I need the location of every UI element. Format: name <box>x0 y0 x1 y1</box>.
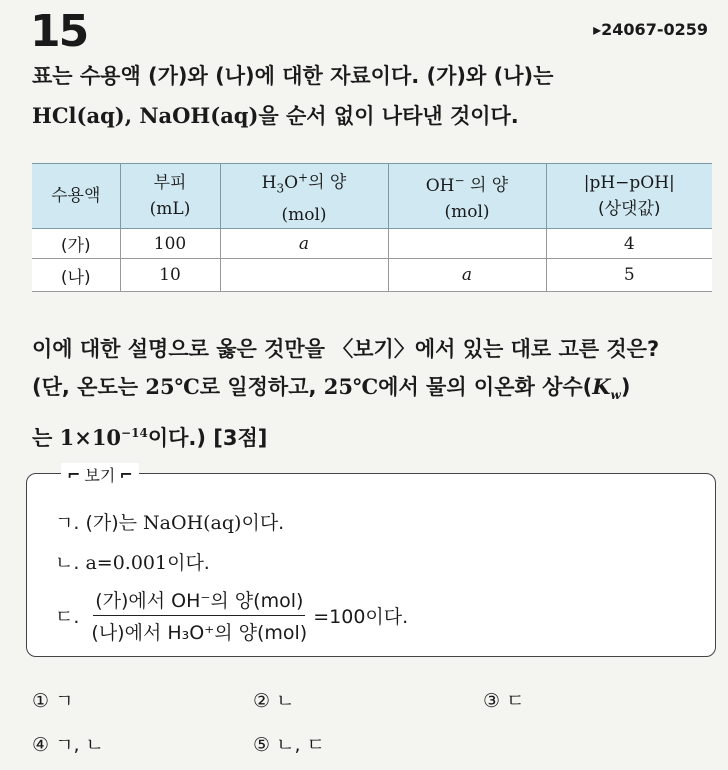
prompt-line-1: 이에 대한 설명으로 옳은 것만을 〈보기〉에서 있는 대로 고른 것은? <box>32 337 660 361</box>
cell-h3o: a <box>220 229 388 259</box>
header-h3o: $H_3O^+$의 양 (mol) <box>220 164 388 229</box>
fraction-denominator: (나)에서 H₃O⁺의 양(mol) <box>91 622 308 644</box>
cell-name: (나) <box>32 259 120 292</box>
cell-diff: 5 <box>546 259 712 292</box>
cell-volume: 100 <box>120 229 220 259</box>
question-prompt <box>32 330 712 457</box>
stem-line-2-text: 을 순서 없이 나타낸 것이다. <box>258 104 519 128</box>
choice-3[interactable]: ③ ㄷ <box>483 690 525 712</box>
box-item-3: ㄷ. $\frac{\text{(가)에서 OH⁻의 양(mol)}}{\text{(나)에서 H₃O⁺의 양(mol)}}$ =100이다. <box>55 586 408 645</box>
choice-4[interactable]: ④ ㄱ, ㄴ <box>32 734 104 756</box>
choice-2[interactable]: ② ㄴ <box>253 690 295 712</box>
stem-line-1: 표는 수용액 (가)와 (나)에 대한 자료이다. (가)와 (나)는 <box>32 64 554 88</box>
prompt-line-2: (단, 온도는 25℃로 일정하고, 25℃에서 물의 이온화 상수$(K_w)$ <box>32 374 631 403</box>
header-solution: 수용액 <box>32 164 120 229</box>
box-item-1: ㄱ. (가)는 NaOH(aq)이다. <box>55 512 285 534</box>
example-box <box>26 465 716 657</box>
question-code: ▸24067-0259 <box>593 20 708 39</box>
stem-chem: HCl(aq), NaOH(aq) <box>32 103 259 128</box>
cell-diff: 4 <box>546 229 712 259</box>
stem-line-2 <box>32 96 712 136</box>
choice-1[interactable]: ① ㄱ <box>32 690 74 712</box>
table-header-row <box>32 164 712 229</box>
header-volume: 부피 (mL) <box>120 164 220 229</box>
cell-oh <box>388 229 546 259</box>
prompt-line-3: 는 $1\times 10^{-14}$이다.) [3점] <box>32 425 268 451</box>
cell-volume: 10 <box>120 259 220 292</box>
question-number: 15 <box>30 6 88 57</box>
bracket-left-icon: ⌐ <box>67 465 81 484</box>
bracket-right-icon: ⌐ <box>119 465 133 484</box>
cell-oh: a <box>388 259 546 292</box>
fraction <box>89 586 309 645</box>
box-title: ⌐ 보기 ⌐ <box>61 463 139 486</box>
header-ph-poh: |pH−pOH| (상댓값) <box>546 164 712 229</box>
table-row <box>32 259 712 292</box>
box-item-2: ㄴ. a=0.001이다. <box>55 552 210 574</box>
choice-5[interactable]: ⑤ ㄴ, ㄷ <box>253 734 325 756</box>
fraction-numerator: (가)에서 OH⁻의 양(mol) <box>93 586 305 616</box>
table-row <box>32 229 712 259</box>
cell-h3o <box>220 259 388 292</box>
cell-name: (가) <box>32 229 120 259</box>
data-table <box>32 163 712 292</box>
question-stem <box>32 56 712 136</box>
header-oh: OH− 의 양 (mol) <box>388 164 546 229</box>
